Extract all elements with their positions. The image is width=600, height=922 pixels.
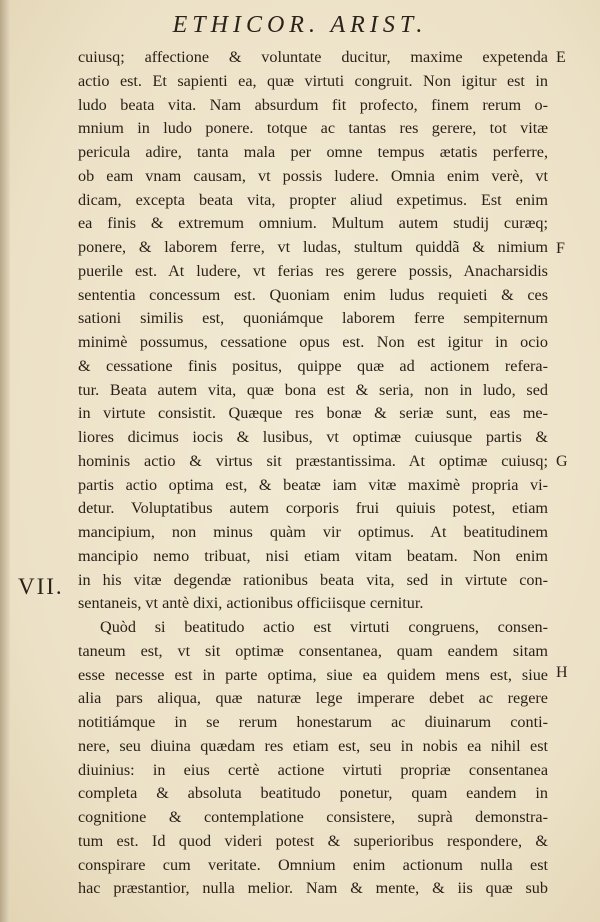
text-line-paragraph-start: Quòd si beatitudo actio est virtuti congruens, consen- xyxy=(100,618,548,636)
text-line: sententia concessum est. Quoniam enim ludus requieti & ces xyxy=(78,285,548,304)
text-line: mnium in ludo ponere. totque ac tantas res gerere, tot vitæ xyxy=(78,119,548,138)
running-head: ETHICOR. ARIST. xyxy=(172,12,428,38)
text-line: dicam, excepta beata vita, propter aliud expetimus. Est enim xyxy=(78,190,548,209)
text-line: mancipio nemo tribuat, nisi etiam vitam beatam. Non enim xyxy=(78,546,548,565)
text-line: & cessatione finis positus, quippe quæ ad actionem refera- xyxy=(78,356,548,375)
text-line: liores dicimus iocis & lusibus, vt optimæ cuiusque partis & xyxy=(78,428,548,446)
margin-letter-g: G xyxy=(556,453,568,470)
text-line: mancipium, non minus quàm vir optimus. At beatitudinem xyxy=(78,523,548,541)
body-text xyxy=(78,46,548,901)
text-line: sentaneis, vt antè dixi, actionibus officiisque cernitur. xyxy=(78,594,424,613)
text-line: sationi similis est, quoniámque laborem ferre sempiternum xyxy=(78,309,548,328)
text-line: minimè possumus, cessatione opus est. Non est igitur in ocio xyxy=(78,333,548,351)
text-line: tur. Beata autem vita, quæ bona est & seria, non in ludo, sed xyxy=(78,380,548,399)
margin-letter-e: E xyxy=(556,49,566,66)
margin-letter-h: H xyxy=(556,664,568,681)
text-line: cuiusq; affectione & voluntate ducitur, maxime expetenda xyxy=(78,48,548,66)
text-line: ponere, & laborem ferre, vt ludas, stultum quiddã & nimium xyxy=(78,238,548,256)
text-line: esse necesse est in parte optima, siue ea quidem mens est, siue xyxy=(78,665,548,684)
text-line: pericula adire, tanta mala per omne tempus ætatis perferre, xyxy=(78,143,548,161)
text-line: puerile est. At ludere, vt ferias res gerere possis, Anacharsidis xyxy=(78,261,548,280)
text-line: detur. Voluptatibus autem corporis frui quiuis potest, etiam xyxy=(78,499,548,518)
text-line: ob eam vnam causam, vt possis ludere. Omnia enim verè, vt xyxy=(78,166,548,185)
text-line: nere, seu diuina quædam res etiam est, seu in nobis ea nihil est xyxy=(78,736,548,755)
text-line: diuinius: in eius certè actione virtuti propriæ consentanea xyxy=(78,760,548,779)
text-line: cognitione & contemplatione consistere, suprà demonstra- xyxy=(78,808,548,826)
text-line: hac præstantior, nulla melior. Nam & mente, & iis quæ sub xyxy=(78,879,548,898)
text-line: in his vitæ degendæ rationibus beata vita, sed in virtute con- xyxy=(78,570,548,589)
chapter-number: VII. xyxy=(18,574,64,599)
text-line: actio est. Et sapienti ea, quæ virtuti congruit. Non igitur est in xyxy=(78,71,548,90)
margin-letter-f: F xyxy=(556,240,565,257)
text-line: hominis actio & virtus sit præstantissima. At optimæ cuiusq; xyxy=(78,451,548,470)
text-line: conspirare cum veritate. Omnium enim actionum nulla est xyxy=(78,855,548,874)
text-line: in virtute consistit. Quæque res bonæ & seriæ sunt, eas me- xyxy=(78,404,548,423)
text-line: partis actio optima est, & beatæ iam vitæ maximè propria vi- xyxy=(78,475,548,494)
text-line: taneum est, vt sit optimæ consentanea, quam eandem sitam xyxy=(78,641,548,660)
text-line: tum est. Id quod videri potest & superioribus respondere, & xyxy=(78,831,548,850)
text-line: notitiámque in se rerum honestarum ac diuinarum conti- xyxy=(78,713,548,731)
text-line: alia pars aliqua, quæ naturæ lege imperare debet ac regere xyxy=(78,689,548,708)
text-line: ludo beata vita. Nam absurdum fit profecto, finem rerum o- xyxy=(78,95,548,114)
text-line: ea finis & extremum omnium. Multum autem studij curæq; xyxy=(78,214,548,233)
page-gutter-shadow xyxy=(0,0,10,922)
text-line: completa & absoluta beatitudo ponetur, quam eandem in xyxy=(78,784,548,803)
